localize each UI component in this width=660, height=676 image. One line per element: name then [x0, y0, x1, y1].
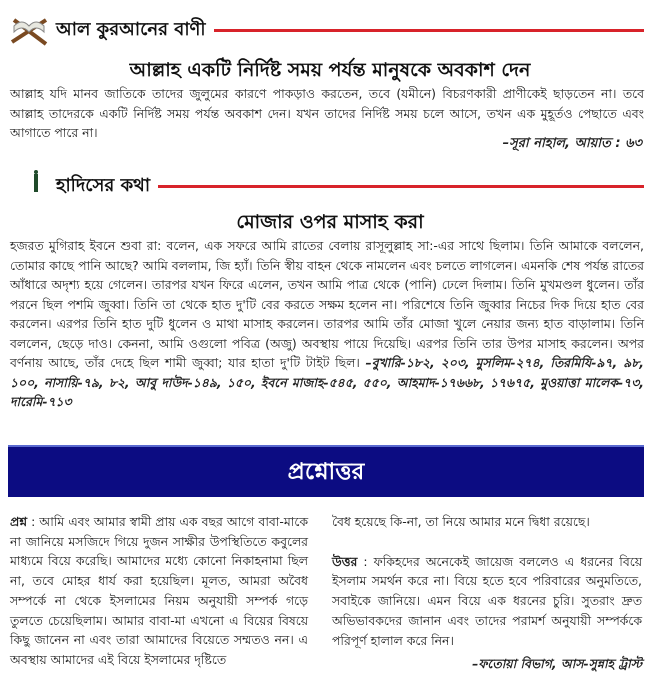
- hadith-headline: মোজার ওপর মাসাহ করা: [236, 211, 424, 233]
- qa-source: –ফতোয়া বিভাগ, আস-সুন্নাহ ট্রাস্ট: [472, 656, 642, 672]
- question-column: [10, 512, 308, 670]
- divider: [158, 185, 644, 188]
- hadith-section-header: [8, 168, 644, 204]
- answer-column: [332, 512, 642, 674]
- quran-body: আল্লাহ যদি মানব জাতিকে তাদের জুলুমের কারণে পাকড়াও করতেন, তবে (যমীনে) বিচরণকারী প্রাণীকেই ছাড়তেন না। তবে আল্লাহ তাদেরকে একটি নির্দিষ্ট সময় পর্যন্ত অবকাশ দেন। যখন তাদের নির্দিষ্ট সময় চলে আসে, তখন এক মুহূর্তও পেছাতে এবং আগাতে পারে না।: [10, 86, 644, 140]
- section-title: আল কুরআনের বাণী: [56, 18, 206, 40]
- hadith-source: –বুখারি-১৮২, ২০৩, মুসলিম-২৭৪, তিরমিযি-৯৭, ৯৮, ১০০, নাসায়ি-৭৯, ৮২, আবু দাউদ-১৪৯, ১৫০, ইবনে মাজাহ-৫৪৫, ৫৫০, আহমাদ-১৭৬৬৮, ১৭৬৭৫, মুওয়াত্তা মালেক-৭৩, দারেমি-৭১৩: [10, 355, 644, 409]
- answer-block: [332, 552, 642, 651]
- divider: [214, 29, 644, 32]
- answer-text: : ফকিহদের অনেকেই জায়েজ বললেও এ ধরনের বিয়ে ইসলাম সমর্থন করে না। বিয়ে হতে হবে পরিবারের অনুমতিতে, সবাইকে জানিয়ে। এমন বিয়ে এক ধরনের চুরি। সুতরাং দ্রুত অভিভাবকদের জানান এবং তাদের পরামর্শ অনুযায়ী সম্পর্ককে পরিপূর্ণ হালাল করে নিন।: [332, 553, 642, 648]
- qa-banner: প্রশ্নোত্তর: [8, 445, 644, 497]
- question-continued: বৈধ হয়েছে কি-না, তা নিয়ে আমার মনে দ্বিধা রয়েছে।: [332, 514, 590, 529]
- quran-section-header: [8, 12, 644, 48]
- section-title: হাদিসের কথা: [56, 174, 151, 196]
- mosque-crescent-icon: [8, 168, 50, 204]
- answer-label: উত্তর: [332, 553, 358, 569]
- quran-headline: আল্লাহ একটি নির্দিষ্ট সময় পর্যন্ত মানুষকে অবকাশ দেন: [129, 59, 531, 81]
- quran-stand-icon: [8, 12, 50, 48]
- hadith-body: হজরত মুগিরাহ ইবনে শুবা রা: বলেন, এক সফরে আমি রাতের বেলায় রাসূলুল্লাহ সা:-এর সাথে ছিলাম। তিনি আমাকে বললেন, তোমার কাছে পানি আছে? আমি বললাম, জি হ্যাঁ। তিনি স্বীয় বাহন থেকে নামলেন এবং চলতে লাগলেন। এমনকি শেষ পর্যন্ত রাতের আঁধারে অদৃশ্য হয়ে গেলেন। তারপর যখন ফিরে এলেন, তখন আমি পাত্র থেকে (পানি) ঢেলে দিলাম। তিনি মুখমণ্ডল ধুলেন। তাঁর পরনে ছিল পশমি জুব্বা। তিনি তা থেকে হাত দু'টি বের করতে সক্ষম হলেন না। পরিশেষে তিনি জুব্বার নিচের দিক দিয়ে হাত বের করলেন। এরপর তিনি হাত দুটি ধুলেন ও মাথা মাসাহ করলেন। তারপর আমি তাঁর মোজা খুলে নেয়ার জন্য হাত বাড়ালাম। তিনি বললেন, ছেড়ে দাও। কেননা, আমি ওগুলো পবিত্র (অজু) অবস্থায় পায়ে দিয়েছি। এরপর তিনি তার উপর মাসাহ করলেন। অপর বর্ণনায় আছে, তাঁর দেহে ছিল শামী জুব্বা; যার হাতা দু'টি টাইট ছিল। –বুখারি-১৮২, ২০৩, মুসলিম-২৭৪, তিরমিযি-৯৭, ৯৮, ১০০, নাসায়ি-৭৯, ৮২, আবু দাউদ-১৪৯, ১৫০, ইবনে মাজাহ-৫৪৫, ৫৫০, আহমাদ-১৭৬৬৮, ১৭৬৭৫, মুওয়াত্তা মালেক-৭৩, দারেমি-৭১৩: [10, 238, 644, 409]
- quran-source: –সূরা নাহাল, আয়াত : ৬৩: [502, 136, 642, 151]
- question-label: প্রশ্ন: [10, 514, 28, 529]
- question-text: : আমি এবং আমার স্বামী প্রায় এক বছর আগে বাবা-মাকে না জানিয়ে মসজিদে গিয়ে দুজন সাক্ষীর উপস্থিতিতে কবুলের মাধ্যমে বিয়ে করেছি। আমাদের মধ্যে কোনো নিকাহনামা ছিল না, তবে মোহর ধার্য করা হয়েছিল। মূলত, আমরা অবৈধ সম্পর্কে না থেকে ইসলামের নিয়ম অনুযায়ী সম্পর্ক গড়ে তুলতে চেয়েছিলাম। আমার বাবা-মা এখনো এ বিয়ের বিষয়ে কিছু জানেন না এবং তারা আমাদের বিয়েতে সম্মতও নন। এ অবস্থায় আমাদের এই বিয়ে ইসলামের দৃষ্টিতে: [10, 514, 308, 667]
